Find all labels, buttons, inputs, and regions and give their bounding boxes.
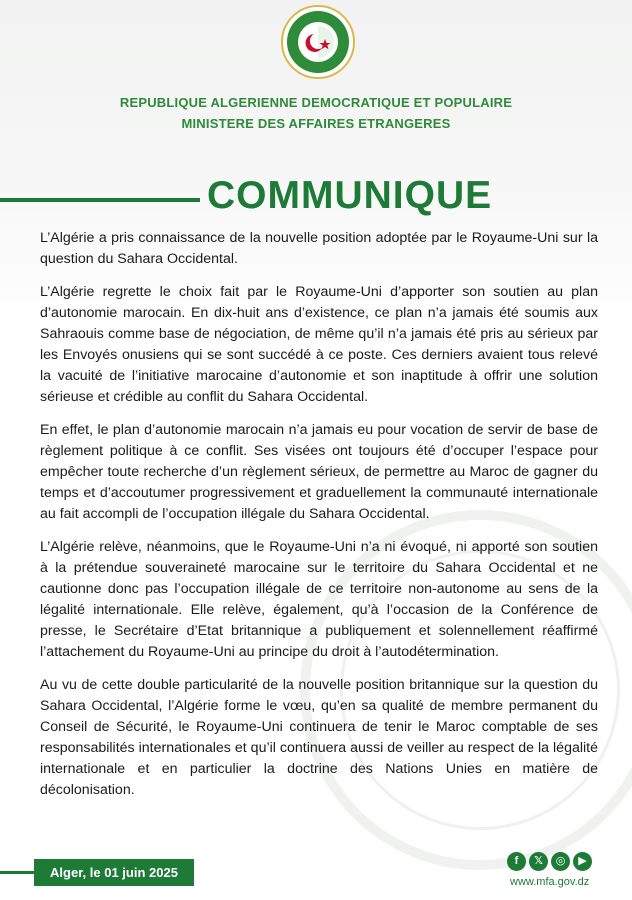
footer-rule [0,871,34,874]
youtube-icon[interactable]: ▶ [573,852,592,871]
social-links [507,852,595,872]
title-rule [0,198,200,202]
paragraph: L’Algérie a pris connaissance de la nouvelle position adoptée par le Royaume-Uni sur la question du Sahara Occidental. [40,230,598,267]
date-badge: Alger, le 01 juin 2025 [34,859,194,886]
paragraph: L’Algérie relève, néanmoins, que le Royaume-Uni n’a ni évoqué, ni apporté son soutien à la prétendue souveraineté marocaine sur le territoire du Sahara Occidental et ne cautionne donc pas l’occupation illégale de ce territoire non-autonome au sens de la légalité internationale. Elle relève, également, qu’à l’occasion de la Conférence de presse, le Secrétaire d’Etat britannique a publiquement et solennellement réaffirmé l’attachement du Royaume-Uni au principe du droit à l’autodétermination. [40,539,598,660]
paragraph: L’Algérie regrette le choix fait par le Royaume-Uni d’apporter son soutien au plan d’autonomie marocain. En dix-huit ans d’existence, ce plan n’a jamais été soumis aux Sahraouis comme base de négociation, de même qu’il n’a jamais été pris au sérieux par les Envoyés onusiens qui se sont succédé à ce poste. Ces derniers avaient tous relevé la vacuité de l’initiative marocaine d’autonomie et son inaptitude à offrir une solution sérieuse et crédible au conflit du Sahara Occidental. [40,284,598,405]
republic-name: REPUBLIQUE ALGERIENNE DEMOCRATIQUE ET POPULAIRE [119,95,513,110]
document-title: COMMUNIQUE [207,174,493,217]
x-icon[interactable]: 𝕏 [529,852,548,871]
paragraph: Au vu de cette double particularité de la nouvelle position britannique sur la question du Sahara Occidental, l’Algérie forme le vœu, qu’en sa qualité de membre permanent du Conseil de Sécurité, le Royaume-Uni continuera de tenir le Maroc comptable de ses responsabilités internationales et qu’il continuera aussi de veiller au respect de la légalité internationale et en particulier la doctrine des Nations Unies en matière de décolonisation. [40,677,598,798]
ministry-seal-icon [280,4,356,80]
ministry-name: MINISTERE DES AFFAIRES ETRANGERES [181,116,451,131]
paragraph: En effet, le plan d’autonomie marocain n’a jamais eu pour vocation de servir de base de règlement politique à ce conflit. Ses visées ont toujours été d’occuper l’espace pour empêcher toute recherche d’un règlement sérieux, de permettre au Maroc de gagner du temps et d’accoutumer progressivement et graduellement la communauté internationale au fait accompli de l’occupation illégale du Sahara Occidental. [40,422,598,522]
document-title-block [0,171,632,221]
facebook-icon[interactable]: f [507,852,526,871]
communique-body [40,228,598,813]
website-link[interactable]: www.mfa.gov.dz [510,876,590,888]
instagram-icon[interactable]: ◎ [551,852,570,871]
